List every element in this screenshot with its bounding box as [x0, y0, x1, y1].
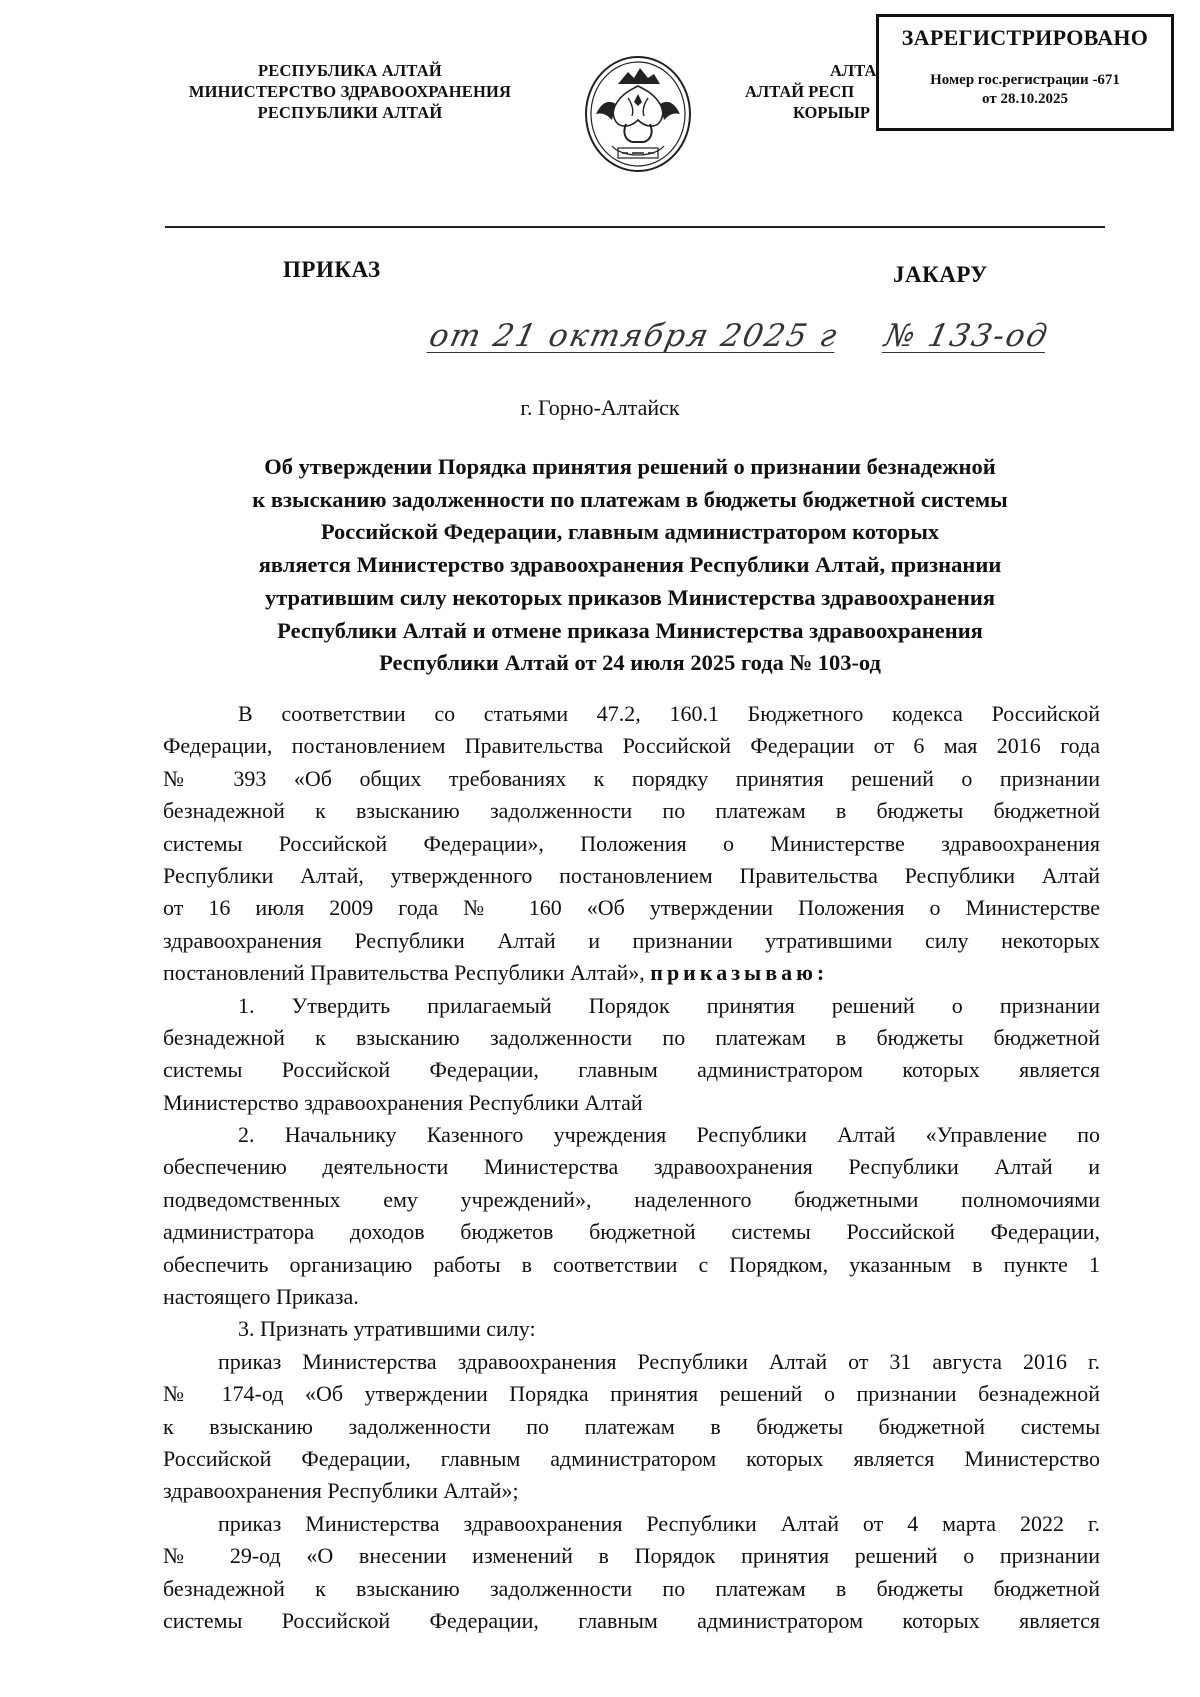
- city: г. Горно-Алтайск: [520, 395, 680, 420]
- item-3-heading: 3. Признать утратившими силу:: [238, 1316, 536, 1342]
- body-line: системы Российской Федерации», Положения о Министерстве здравоохранения: [163, 830, 1100, 856]
- body-line: постановлений Правительства Республики Алтай»,: [163, 960, 645, 986]
- altai-republic-coat-of-arms-icon: [582, 54, 694, 176]
- body-line: безнадежной к взысканию задолженности по платежам в бюджеты бюджетной: [163, 798, 1100, 824]
- item-2-line: 2. Начальнику Казенного учреждения Республики Алтай «Управление по: [238, 1122, 1100, 1148]
- item-3a-line: Российской Федерации, главным администратором которых является Министерство: [163, 1445, 1100, 1471]
- item-3a-line: здравоохранения Республики Алтай»;: [163, 1478, 519, 1504]
- item-2-line: обеспечить организацию работы в соответствии с Порядком, указанным в пункте 1: [163, 1251, 1100, 1277]
- handwritten-date-number: [426, 318, 1052, 354]
- title-line: Республики Алтай и отмене приказа Министерства здравоохранения: [277, 617, 983, 643]
- title-line: является Министерство здравоохранения Республики Алтай, признании: [258, 552, 1002, 578]
- order-word: приказываю:: [650, 960, 829, 986]
- item-1-line: системы Российской Федерации, главным администратором которых является: [163, 1057, 1100, 1083]
- issuer-header-altai: [745, 60, 895, 123]
- issuer-altai-line-1: АЛТА: [830, 61, 877, 80]
- stamp-registration-date: от 28.10.2025: [982, 91, 1068, 107]
- item-3b-line: системы Российской Федерации, главным администратором которых является: [163, 1607, 1100, 1633]
- body-line: № 393 «Об общих требованиях к порядку принятия решений о признании: [163, 765, 1100, 791]
- issuer-header-russian: [150, 60, 550, 123]
- body-line: В соответствии со статьями 47.2, 160.1 Бюджетного кодекса Российской: [238, 701, 1100, 726]
- title-line: к взысканию задолженности по платежам в бюджеты бюджетной системы: [252, 486, 1008, 512]
- document-title: [160, 451, 1100, 680]
- title-line: Республики Алтай от 24 июля 2025 года № 103-од: [379, 650, 881, 676]
- body-line: здравоохранения Республики Алтай и признании утратившими силу некоторых: [163, 927, 1100, 953]
- issuer-altai-line-3: КОРЫЫР: [793, 103, 870, 122]
- item-2-line: обеспечению деятельности Министерства здравоохранения Республики Алтай и: [163, 1154, 1100, 1180]
- title-line: Об утверждении Порядка принятия решений о признании безнадежной: [264, 454, 996, 479]
- item-1-line: безнадежной к взысканию задолженности по платежам в бюджеты бюджетной: [163, 1024, 1100, 1050]
- issuer-line-1: РЕСПУБЛИКА АЛТАЙ: [258, 61, 442, 80]
- item-1-line: Министерство здравоохранения Республики Алтай: [163, 1089, 643, 1115]
- title-line: утратившим силу некоторых приказов Министерства здравоохранения: [264, 584, 996, 610]
- header-divider: [165, 226, 1105, 228]
- item-1-line: 1. Утвердить прилагаемый Порядок принятия решений о признании: [238, 992, 1100, 1018]
- document-type-altai: ЈАКАРУ: [893, 262, 988, 287]
- issuer-line-2: МИНИСТЕРСТВО ЗДРАВООХРАНЕНИЯ: [188, 82, 512, 101]
- stamp-registration-number: Номер гос.регистрации -671: [930, 72, 1120, 88]
- document-type-russian: ПРИКАЗ: [283, 257, 381, 282]
- registration-stamp: [876, 14, 1174, 131]
- title-line: Российской Федерации, главным администратором которых: [320, 519, 940, 545]
- item-2-line: администратора доходов бюджетов бюджетной системы Российской Федерации,: [163, 1219, 1100, 1245]
- body-line-with-order-word: [163, 957, 1100, 989]
- issuer-line-3: РЕСПУБЛИКИ АЛТАЙ: [257, 103, 443, 122]
- item-2-line: подведомственных ему учреждений», наделенного бюджетными полномочиями: [163, 1186, 1100, 1212]
- document-body: [163, 698, 1100, 1637]
- handwritten-date: от 21 октября 2025 г: [426, 318, 842, 354]
- issuer-altai-line-2: АЛТАЙ РЕСП: [745, 82, 855, 101]
- item-3a-line: № 174-од «Об утверждении Порядка принятия решений о признании безнадежной: [163, 1381, 1100, 1407]
- item-3a-line: приказ Министерства здравоохранения Республики Алтай от 31 августа 2016 г.: [218, 1348, 1100, 1374]
- item-2-line: настоящего Приказа.: [163, 1284, 359, 1310]
- item-3a-line: к взысканию задолженности по платежам в бюджеты бюджетной системы: [163, 1413, 1100, 1439]
- stamp-title: ЗАРЕГИСТРИРОВАНО: [901, 25, 1149, 50]
- item-3b-line: приказ Министерства здравоохранения Республики Алтай от 4 марта 2022 г.: [218, 1510, 1100, 1536]
- body-line: Республики Алтай, утвержденного постановлением Правительства Республики Алтай: [163, 862, 1100, 888]
- item-3b-line: безнадежной к взысканию задолженности по платежам в бюджеты бюджетной: [163, 1575, 1100, 1601]
- item-3b-line: № 29-од «О внесении изменений в Порядок принятия решений о признании: [163, 1543, 1100, 1569]
- body-line: от 16 июля 2009 года № 160 «Об утверждении Положения о Министерстве: [163, 895, 1100, 921]
- body-line: Федерации, постановлением Правительства Российской Федерации от 6 мая 2016 года: [163, 733, 1100, 759]
- handwritten-number: № 133-од: [881, 318, 1053, 354]
